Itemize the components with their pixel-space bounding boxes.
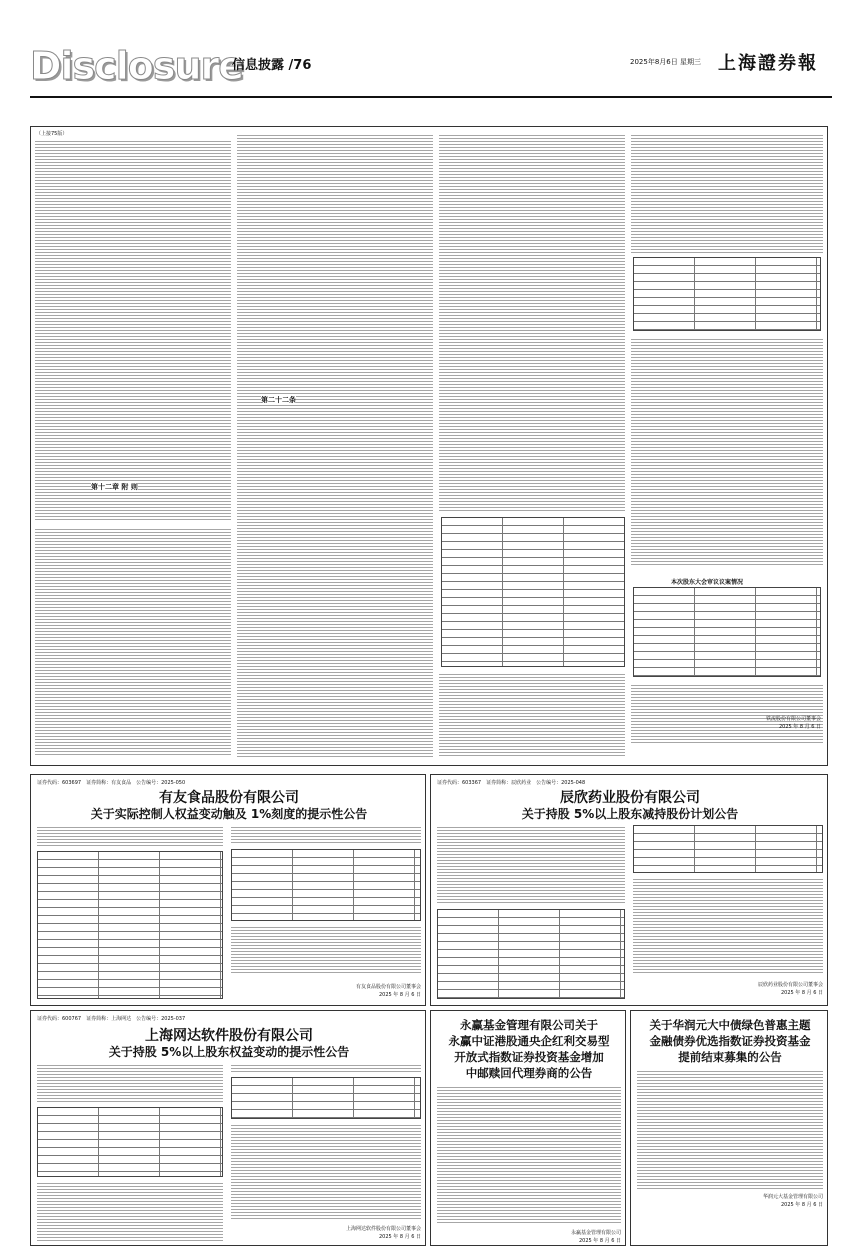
youyou-table-right bbox=[231, 849, 421, 921]
chenxin-title: 关于持股 5%以上股东减持股份计划公告 bbox=[521, 807, 739, 821]
youyou-body-right bbox=[231, 925, 421, 975]
chenxin-body-left bbox=[437, 825, 625, 905]
text-column-1 bbox=[35, 139, 231, 522]
youyou-sign-off: 有友食品股份有限公司董事会 bbox=[355, 984, 421, 990]
wangda-code-line: 证券代码：600767 证券简称：上海网达 公告编号：2025-037 bbox=[37, 1016, 186, 1022]
wangda-sign-date: 2025 年 8 月 6 日 bbox=[378, 1234, 421, 1240]
yongying-sign-date: 2025 年 8 月 6 日 bbox=[578, 1238, 621, 1244]
wangda-company: 上海网达软件股份有限公司 bbox=[145, 1028, 313, 1044]
chenxin-table-right bbox=[633, 825, 823, 873]
chenxin-sign-off: 辰欣药业股份有限公司董事会 bbox=[757, 982, 823, 988]
huarun-announcement bbox=[630, 1010, 828, 1246]
youyou-body-right-top bbox=[231, 825, 421, 845]
text-column-3 bbox=[439, 133, 625, 511]
proposal-table bbox=[633, 257, 821, 331]
text-column-4c bbox=[631, 683, 823, 743]
yongying-body bbox=[437, 1085, 621, 1225]
youyou-table-left bbox=[37, 851, 223, 999]
youyou-sign-date: 2025 年 8 月 6 日 bbox=[378, 992, 421, 998]
yongying-title-1: 永赢基金管理有限公司关于 bbox=[460, 1018, 598, 1032]
huarun-sign-off: 华润元大基金管理有限公司 bbox=[762, 1194, 823, 1200]
text-column-3b bbox=[439, 672, 625, 757]
page-header bbox=[0, 0, 857, 96]
huarun-title-1: 关于华润元大中债绿色普惠主题 bbox=[649, 1018, 811, 1032]
youyou-title: 关于实际控制人权益变动触及 1%刻度的提示性公告 bbox=[90, 807, 368, 821]
wangda-title: 关于持股 5%以上股东权益变动的提示性公告 bbox=[108, 1045, 350, 1059]
chenxin-company: 辰欣药业股份有限公司 bbox=[560, 790, 700, 806]
header-rule bbox=[30, 96, 832, 98]
yongying-sign-off: 永赢基金管理有限公司 bbox=[570, 1230, 621, 1236]
yongying-title-2: 永赢中证港股通央企红利交易型 bbox=[448, 1034, 610, 1048]
wangda-body-left-2 bbox=[37, 1181, 223, 1241]
wangda-table-left bbox=[37, 1107, 223, 1177]
wangda-announcement bbox=[30, 1010, 426, 1246]
issue-date: 2025年8月6日 星期三 bbox=[630, 58, 701, 66]
continued-label: （上接75版） bbox=[36, 131, 68, 137]
text-column-4b bbox=[631, 337, 823, 567]
huarun-title-2: 金融债券优选指数证券投资基金 bbox=[649, 1034, 811, 1048]
chenxin-table-left bbox=[437, 909, 625, 999]
wangda-body-right-top bbox=[231, 1063, 421, 1073]
newspaper-brand: 上海證券報 bbox=[718, 53, 818, 74]
wangda-body-left bbox=[37, 1063, 223, 1103]
text-column-4 bbox=[631, 133, 823, 253]
wangda-body-right bbox=[231, 1123, 421, 1219]
chenxin-announcement bbox=[430, 774, 828, 1006]
section-title: 信息披露 /76 bbox=[232, 58, 312, 73]
youyou-announcement bbox=[30, 774, 426, 1006]
youyou-body-left bbox=[37, 825, 223, 847]
yongying-title-4: 中邮赎回代理券商的公告 bbox=[465, 1066, 593, 1080]
masthead-logo: Disclosure bbox=[30, 44, 244, 88]
tieliu-sign-off: 铁流股份有限公司董事会 bbox=[765, 716, 821, 722]
youyou-code-line: 证券代码：603697 证券简称：有友食品 公告编号：2025-050 bbox=[37, 780, 186, 786]
tieliu-sign-date: 2025 年 8 月 6 日 bbox=[778, 724, 821, 730]
huarun-title-3: 提前结束募集的公告 bbox=[678, 1050, 782, 1064]
chenxin-body-right bbox=[633, 877, 823, 975]
chenxin-sign-date: 2025 年 8 月 6 日 bbox=[780, 990, 823, 996]
huarun-body bbox=[637, 1069, 823, 1189]
proposal-table-2 bbox=[633, 587, 821, 677]
text-column-1b bbox=[35, 527, 231, 757]
yongying-title-3: 开放式指数证券投资基金增加 bbox=[454, 1050, 604, 1064]
column-subhead: 第十二章 附 则 bbox=[91, 483, 138, 491]
agenda-table bbox=[441, 517, 625, 667]
youyou-company: 有友食品股份有限公司 bbox=[159, 790, 299, 806]
column-subhead-2: 第二十二条 bbox=[261, 396, 296, 404]
table-caption: 本次股东大会审议议案情况 bbox=[671, 579, 744, 586]
wangda-table-right bbox=[231, 1077, 421, 1119]
chenxin-code-line: 证券代码：603367 证券简称：辰欣药业 公告编号：2025-048 bbox=[437, 780, 586, 786]
top-panel bbox=[30, 126, 828, 766]
wangda-sign-off: 上海网达软件股份有限公司董事会 bbox=[345, 1226, 421, 1232]
yongying-announcement bbox=[430, 1010, 626, 1246]
text-column-2 bbox=[237, 133, 433, 757]
huarun-sign-date: 2025 年 8 月 6 日 bbox=[780, 1202, 823, 1208]
